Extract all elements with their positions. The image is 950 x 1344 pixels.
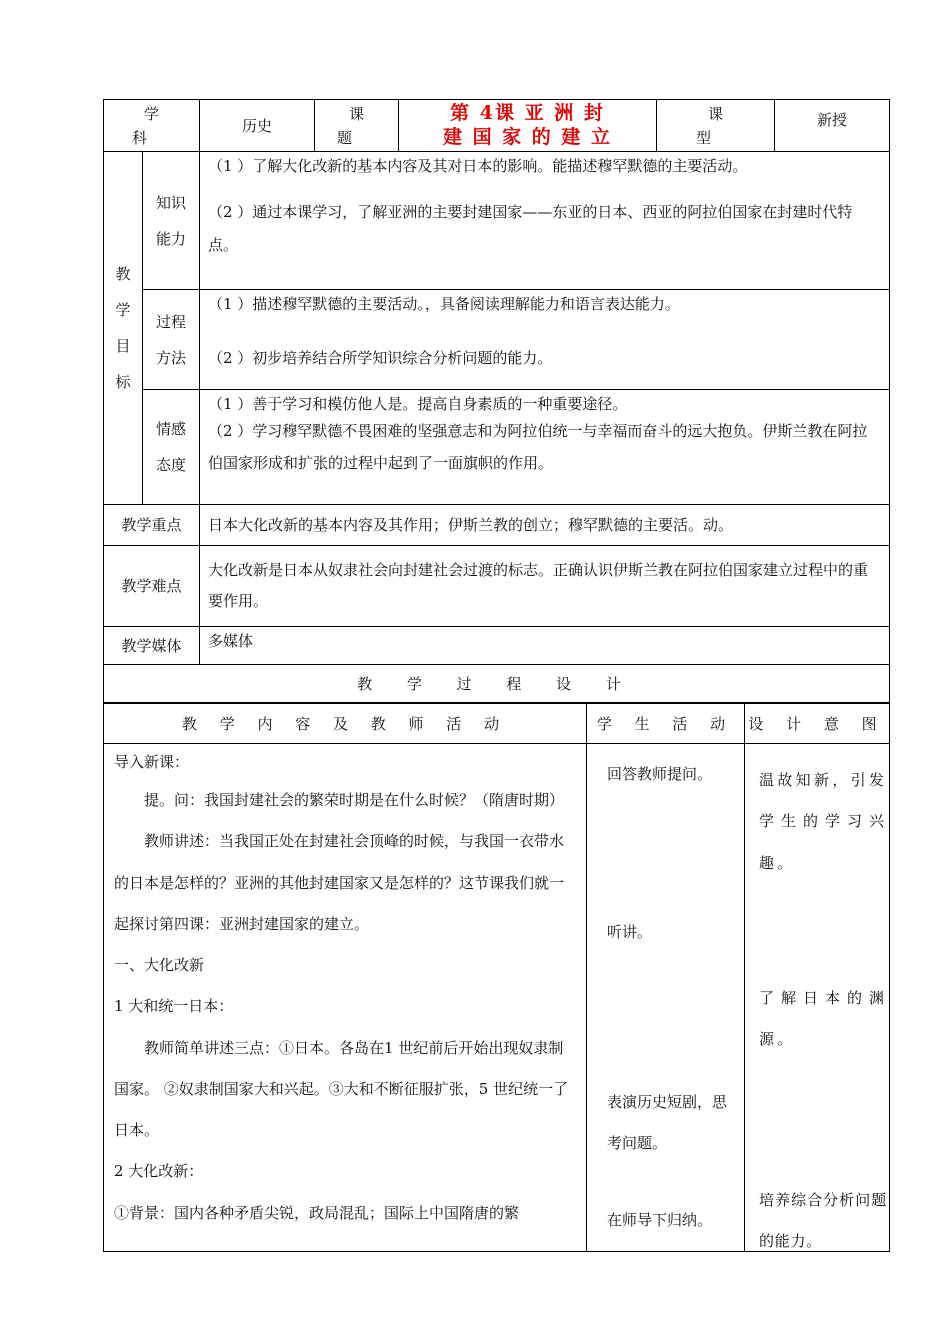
media-row — [104, 627, 890, 665]
knowledge-text: （1 ）了解大化改新的基本内容及其对日本的影响。能描述穆罕默德的主要活动。 （2 ）通过本课学习，了解亚洲的主要封建国家——东亚的日本、西亚的阿拉伯国家在封建时代特点。 — [200, 152, 890, 290]
student-activity-4: 在师导下归纳。 — [607, 1211, 713, 1229]
lesson-title-line1: 第 4课 亚 洲 封 — [450, 101, 605, 124]
difficulties-row — [104, 546, 890, 627]
design-intent — [745, 744, 890, 1252]
difficulties-label: 教学难点 — [104, 546, 200, 627]
key-points-row — [104, 505, 890, 546]
type-value: 新授 — [775, 100, 890, 152]
process-design-title-row — [104, 665, 890, 703]
col-student-header: 学 生 活 动 — [587, 704, 745, 744]
emotion-text: （1 ）善于学习和模仿他人是。提高自身素质的一种重要途径。 （2 ）学习穆罕默德不畏困难的坚强意志和为阿拉伯统一与幸福而奋斗的远大抱负。伊斯兰教在阿拉伯国家形成和扩张的过程中起到了一面旗帜的作用。 — [200, 390, 890, 505]
student-activity-2: 听讲。 — [607, 923, 653, 941]
student-activity — [587, 744, 745, 1252]
student-activity-3: 表演历史短剧，思考问题。 — [607, 1093, 728, 1152]
knowledge-label: 知识能力 — [143, 152, 200, 290]
objectives-group-label: 教 学 目 标 — [104, 152, 143, 505]
lesson-info-table — [103, 99, 890, 703]
teacher-content — [104, 744, 587, 1252]
background-text: ①背景：国内各种矛盾尖锐，政局混乱；国际上中国隋唐的繁 — [114, 1203, 520, 1222]
section-heading-1: 一、大化改新 — [114, 956, 205, 974]
subject-value: 历史 — [200, 100, 315, 152]
process-design-table — [103, 703, 890, 1252]
subheading-2: 2 大化改新： — [114, 1162, 204, 1181]
objective-process-row — [104, 290, 890, 390]
key-points-text: 日本大化改新的基本内容及其作用；伊斯兰教的创立；穆罕默德的主要活。动。 — [200, 505, 890, 546]
process-body-row — [104, 744, 890, 1252]
design-intent-1: 温故知新，引发学生的学习兴趣。 — [759, 771, 887, 872]
header-row — [104, 100, 890, 152]
objective-emotion-row — [104, 390, 890, 505]
process-label: 过程方法 — [143, 290, 200, 390]
teacher-talk: 教师讲述：当我国正处在封建社会顶峰的时候，与我国一衣带水的日本是怎样的？亚洲的其他封建国家又是怎样的？这节课我们就一起探讨第四课：亚洲封建国家的建立。 — [114, 832, 565, 933]
design-intent-3: 培养综合分析问题的能力。 — [759, 1191, 887, 1251]
media-label: 教学媒体 — [104, 627, 200, 665]
col-intent-header: 设 计 意 图 — [745, 704, 890, 744]
process-design-title: 教 学 过 程 设 计 — [104, 665, 890, 703]
objective-knowledge-row — [104, 152, 890, 290]
media-text: 多媒体 — [200, 627, 890, 665]
student-activity-1: 回答教师提问。 — [607, 765, 713, 783]
difficulties-text: 大化改新是日本从奴隶社会向封建社会过渡的标志。正确认识伊斯兰教在阿拉伯国家建立过程中的重要作用。 — [200, 546, 890, 627]
intro-question: 提。问：我国封建社会的繁荣时期是在什么时候？（隋唐时期） — [144, 791, 565, 809]
process-text: （1 ）描述穆罕默德的主要活动。，具备阅读理解能力和语言表达能力。 （2 ）初步培养结合所学知识综合分析问题的能力。 — [200, 290, 890, 390]
process-header-row — [104, 704, 890, 744]
subheading-1-text: 教师简单讲述三点：①日本。各岛在1 世纪前后开始出现奴隶制国家。 ②奴隶制国家大和兴起。③大和不断征服扩张，5 世纪统一了日本。 — [114, 1038, 569, 1139]
lesson-title — [399, 100, 657, 152]
key-points-label: 教学重点 — [104, 505, 200, 546]
subject-label: 学 科 — [104, 100, 200, 152]
topic-label: 课 题 — [315, 100, 399, 152]
subheading-1: 1 大和统一日本： — [114, 997, 234, 1016]
design-intent-2: 了解日本的渊源。 — [759, 989, 887, 1049]
emotion-label: 情感态度 — [143, 390, 200, 505]
lesson-plan-page — [103, 99, 889, 1251]
col-content-header: 教 学 内 容 及 教 师 活 动 — [104, 704, 587, 744]
lesson-title-line2: 建 国 家 的 建 立 — [442, 125, 613, 148]
intro-heading: 导入新课： — [114, 753, 190, 771]
type-label: 课 型 — [657, 100, 775, 152]
